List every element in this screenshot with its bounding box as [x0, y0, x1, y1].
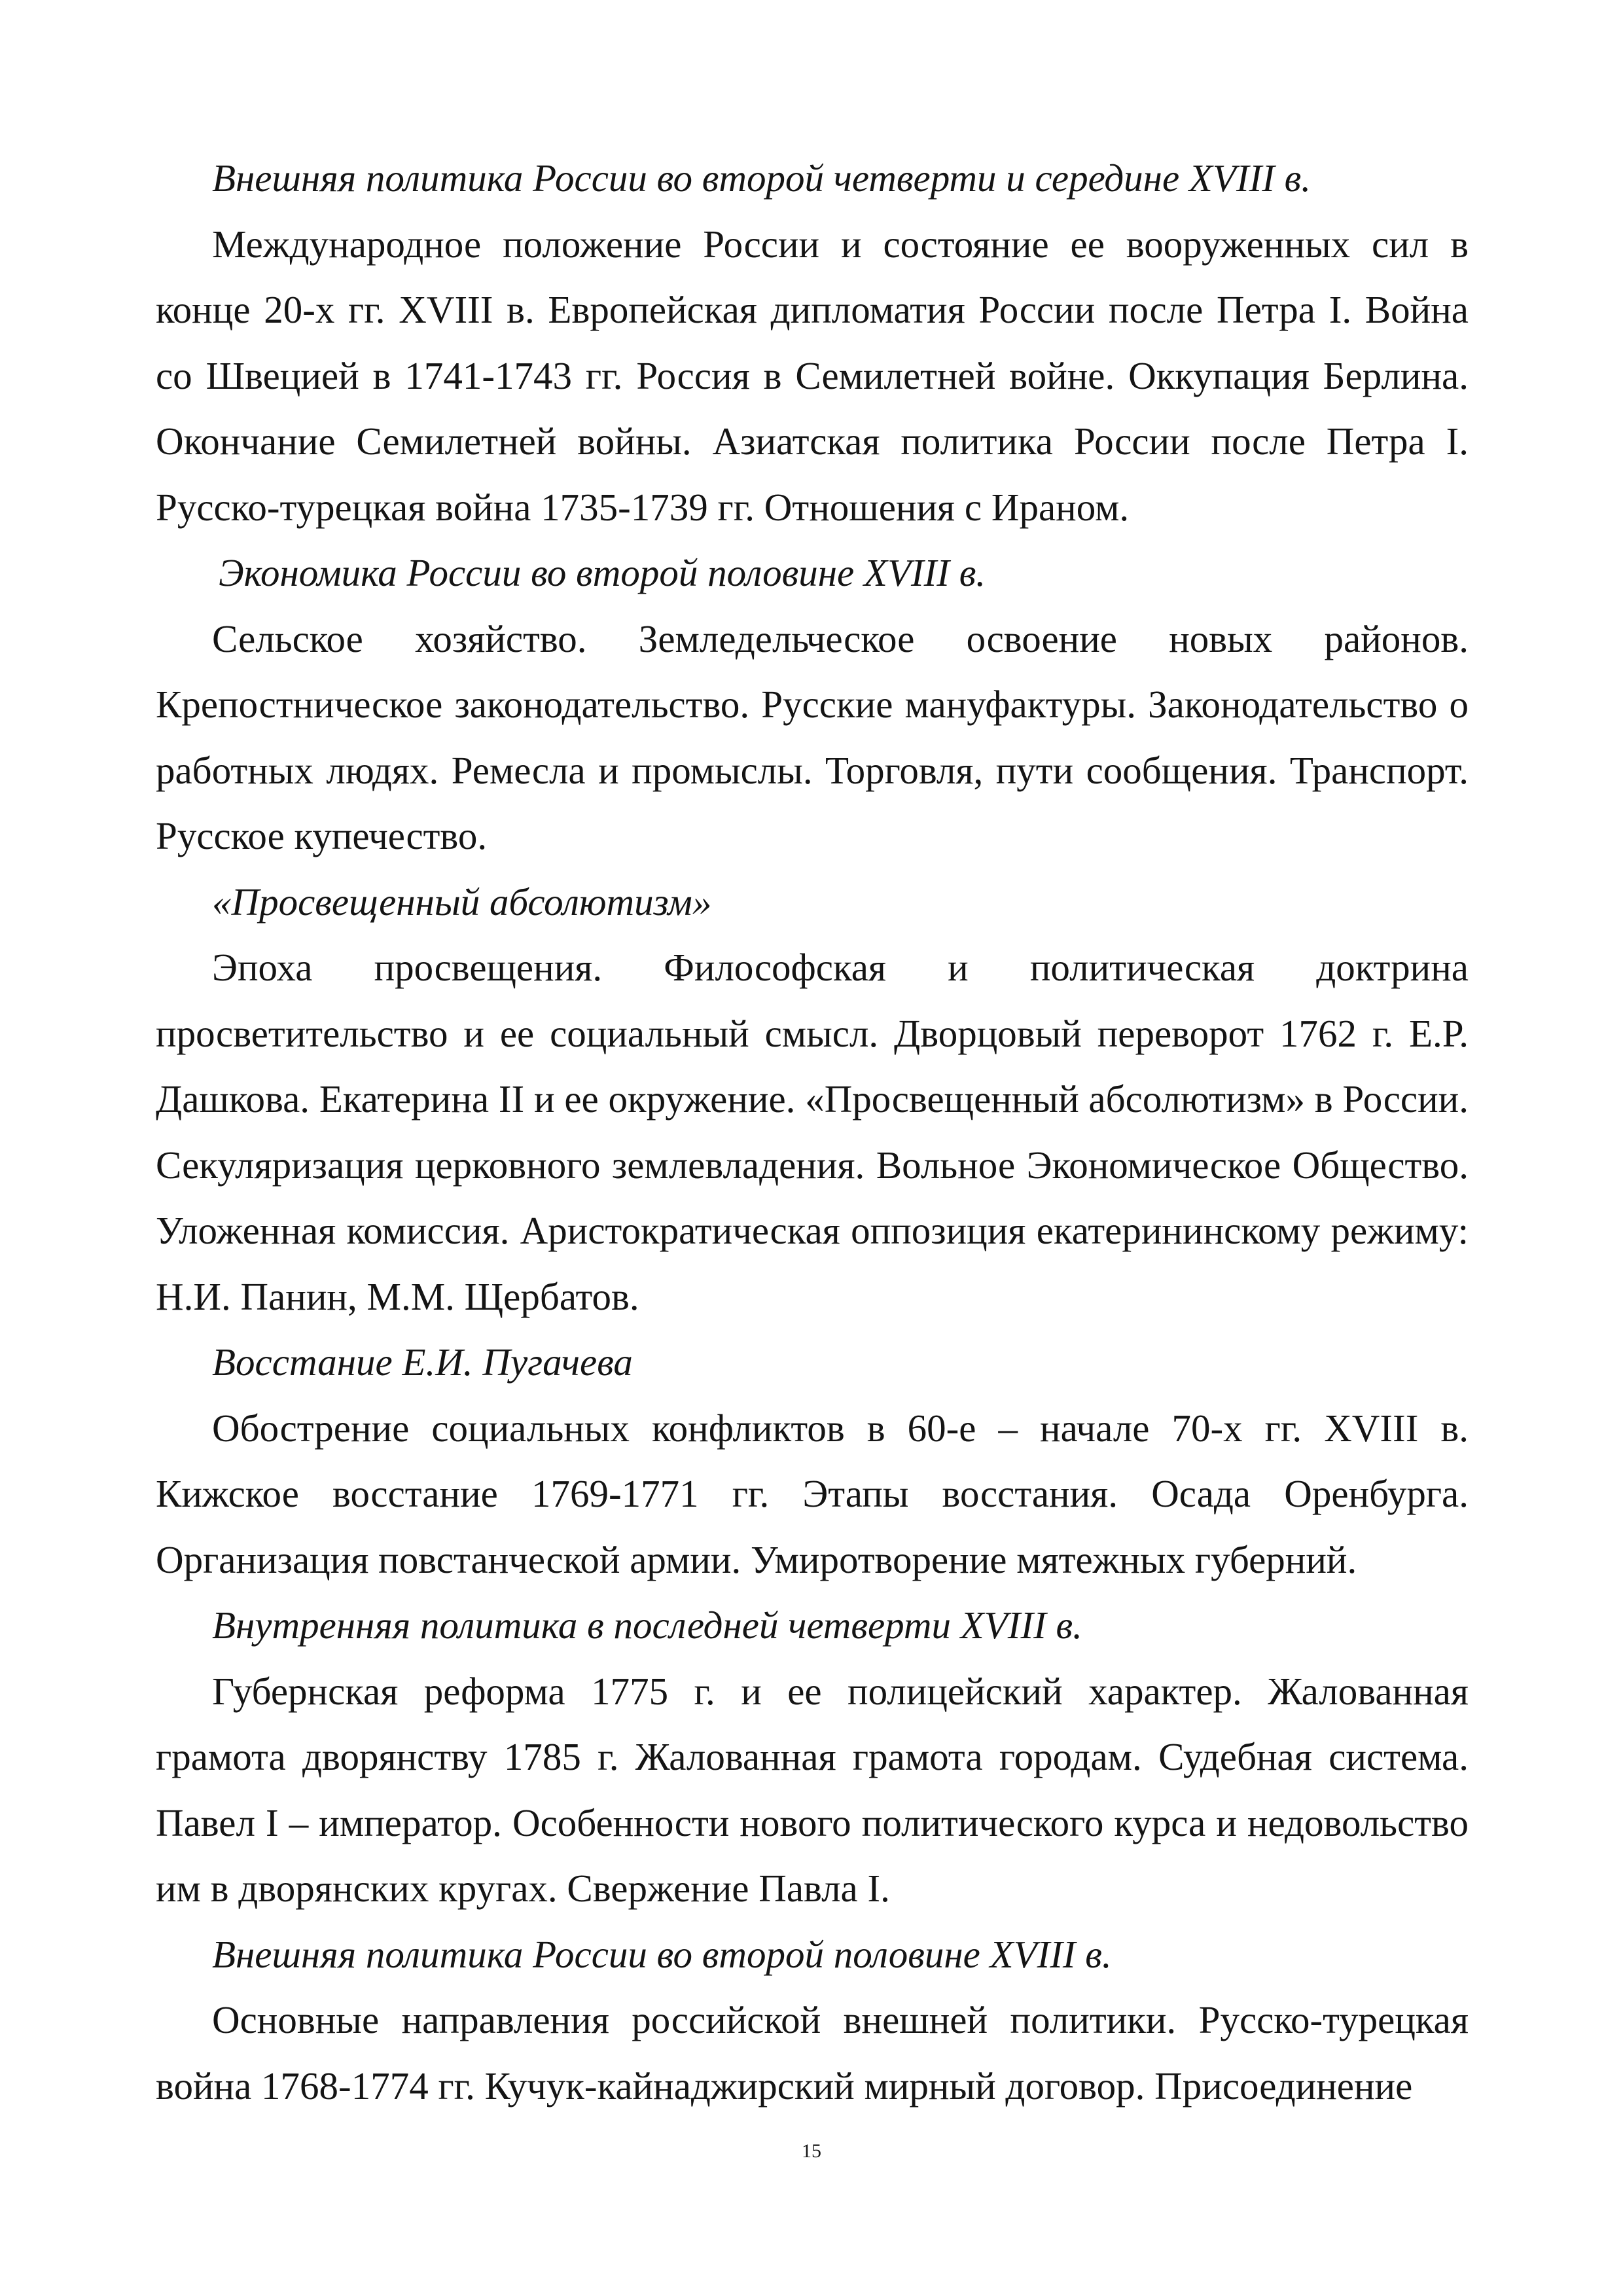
- page-number: 15: [802, 2140, 821, 2162]
- section-heading-foreign-policy-late-18c: Внешняя политика России во второй половине XVIII в.: [212, 1932, 1112, 1976]
- section-heading-economy: Экономика России во второй половине XVIII в.: [219, 551, 986, 594]
- section-body-foreign-policy-late-18c: Основные направления российской внешней политики. Русско-турецкая война 1768-1774 гг. Кучук-кайнаджирский мирный договор. Присоединение: [156, 1998, 1469, 2108]
- section-body-enlightened-absolutism: Эпоха просвещения. Философская и политическая доктрина просветительство и ее социальный смысл. Дворцовый переворот 1762 г. Е.Р. Дашкова. Екатерина II и ее окружение. «Просвещенный абсолютизм» в России. Секуляризация церковного землевладения. Вольное Экономическое Общество. Уложенная комиссия. Аристократическая оппозиция екатерининскому режиму: Н.И. Панин, М.М. Щербатов.: [156, 946, 1469, 1318]
- section-heading-enlightened-absolutism: «Просвещенный абсолютизм»: [212, 880, 712, 924]
- section-body-pugachev-uprising: Обострение социальных конфликтов в 60-е – начале 70-х гг. XVIII в. Кижское восстание 1769-1771 гг. Этапы восстания. Осада Оренбурга. Организация повстанческой армии. Умиротворение мятежных губерний.: [156, 1406, 1469, 1581]
- section-heading-domestic-policy: Внутренняя политика в последней четверти XVIII в.: [212, 1604, 1082, 1647]
- section-body-domestic-policy: Губернская реформа 1775 г. и ее полицейский характер. Жалованная грамота дворянству 1785 г. Жалованная грамота городам. Судебная система. Павел I – император. Особенности нового политического курса и недовольство им в дворянских кругах. Свержение Павла I.: [156, 1669, 1469, 1910]
- section-heading-foreign-policy-mid-18c: Внешняя политика России во второй четверти и середине XVIII в.: [212, 156, 1311, 200]
- section-body-economy: Сельское хозяйство. Земледельческое освоение новых районов. Крепостническое законодательство. Русские мануфактуры. Законодательство о работных людях. Ремесла и промыслы. Торговля, пути сообщения. Транспорт. Русское купечество.: [156, 617, 1469, 857]
- page-content: [156, 145, 1469, 2119]
- section-body-foreign-policy-mid-18c: Международное положение России и состояние ее вооруженных сил в конце 20-х гг. XVIII в. Европейская дипломатия России после Петра I. Война со Швецией в 1741-1743 гг. Россия в Семилетней войне. Оккупация Берлина. Окончание Семилетней войны. Азиатская политика России после Петра I. Русско-турецкая война 1735-1739 гг. Отношения с Ираном.: [156, 222, 1469, 529]
- section-heading-pugachev-uprising: Восстание Е.И. Пугачева: [212, 1340, 633, 1384]
